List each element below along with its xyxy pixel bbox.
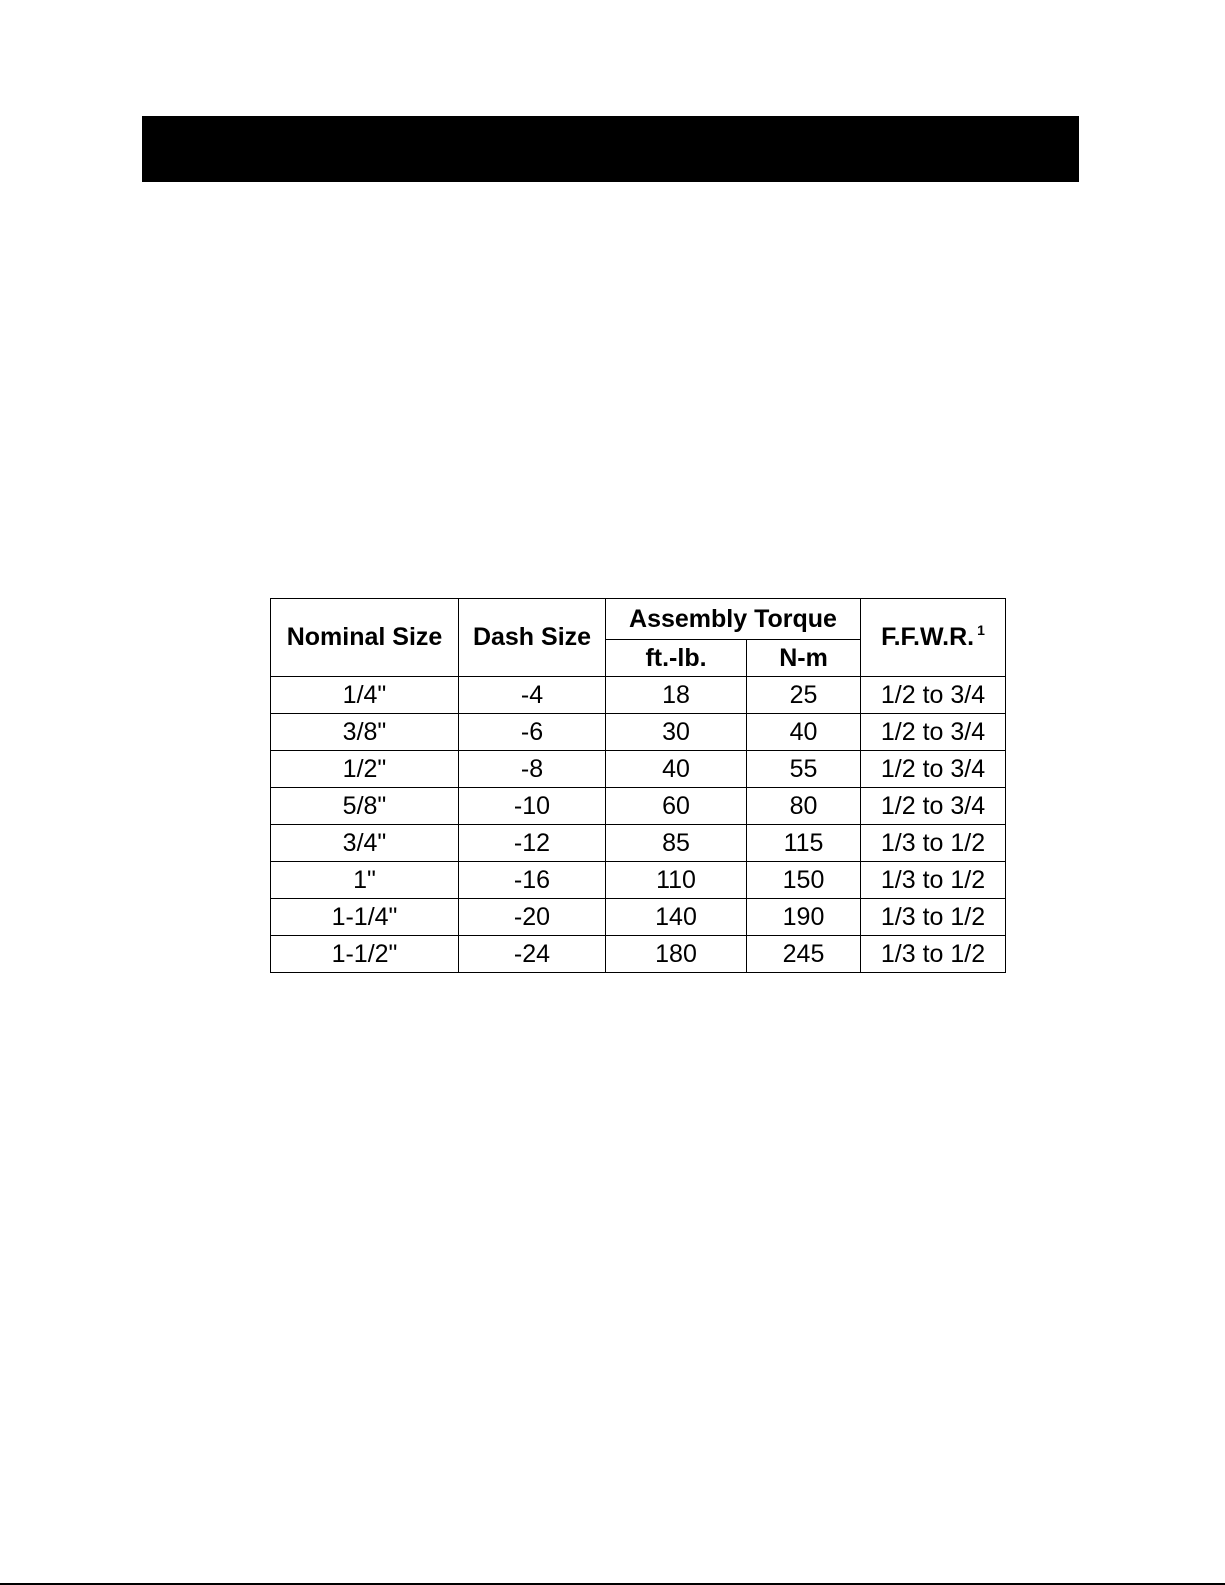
cell-dash: -10 xyxy=(459,788,606,825)
cell-dash: -6 xyxy=(459,714,606,751)
cell-dash: -16 xyxy=(459,862,606,899)
cell-ffwr: 1/2 to 3/4 xyxy=(861,677,1006,714)
table-row xyxy=(271,677,1006,714)
header-ft-lb: ft.-lb. xyxy=(606,640,747,677)
cell-n-m: 55 xyxy=(747,751,861,788)
cell-ffwr: 1/2 to 3/4 xyxy=(861,751,1006,788)
cell-ft-lb: 40 xyxy=(606,751,747,788)
cell-ft-lb: 110 xyxy=(606,862,747,899)
cell-ffwr: 1/3 to 1/2 xyxy=(861,862,1006,899)
cell-ffwr: 1/2 to 3/4 xyxy=(861,714,1006,751)
table-row xyxy=(271,788,1006,825)
header-nominal-size: Nominal Size xyxy=(271,599,459,677)
cell-nominal: 3/4" xyxy=(271,825,459,862)
table-row xyxy=(271,825,1006,862)
cell-n-m: 245 xyxy=(747,936,861,973)
table-row xyxy=(271,936,1006,973)
table-row xyxy=(271,714,1006,751)
cell-dash: -24 xyxy=(459,936,606,973)
cell-n-m: 25 xyxy=(747,677,861,714)
header-assembly-torque: Assembly Torque xyxy=(606,599,861,640)
cell-nominal: 1-1/2" xyxy=(271,936,459,973)
cell-dash: -12 xyxy=(459,825,606,862)
cell-ft-lb: 140 xyxy=(606,899,747,936)
footnote-marker: 1 xyxy=(977,622,985,638)
cell-ffwr: 1/3 to 1/2 xyxy=(861,899,1006,936)
cell-ft-lb: 85 xyxy=(606,825,747,862)
cell-ft-lb: 18 xyxy=(606,677,747,714)
cell-ft-lb: 60 xyxy=(606,788,747,825)
header-bar xyxy=(142,116,1079,182)
table-row xyxy=(271,899,1006,936)
cell-ft-lb: 30 xyxy=(606,714,747,751)
cell-dash: -20 xyxy=(459,899,606,936)
cell-n-m: 150 xyxy=(747,862,861,899)
cell-n-m: 115 xyxy=(747,825,861,862)
cell-nominal: 1-1/4" xyxy=(271,899,459,936)
cell-ffwr: 1/2 to 3/4 xyxy=(861,788,1006,825)
cell-n-m: 80 xyxy=(747,788,861,825)
table-row xyxy=(271,751,1006,788)
cell-n-m: 40 xyxy=(747,714,861,751)
cell-dash: -4 xyxy=(459,677,606,714)
cell-nominal: 1/4" xyxy=(271,677,459,714)
cell-ft-lb: 180 xyxy=(606,936,747,973)
table-row xyxy=(271,862,1006,899)
cell-nominal: 1" xyxy=(271,862,459,899)
cell-nominal: 1/2" xyxy=(271,751,459,788)
header-dash-size: Dash Size xyxy=(459,599,606,677)
cell-ffwr: 1/3 to 1/2 xyxy=(861,936,1006,973)
header-ffwr-label: F.F.W.R. xyxy=(881,623,975,651)
header-ffwr xyxy=(861,599,1006,677)
cell-nominal: 5/8" xyxy=(271,788,459,825)
cell-ffwr: 1/3 to 1/2 xyxy=(861,825,1006,862)
cell-nominal: 3/8" xyxy=(271,714,459,751)
cell-n-m: 190 xyxy=(747,899,861,936)
cell-dash: -8 xyxy=(459,751,606,788)
header-row xyxy=(271,599,1006,640)
header-n-m: N-m xyxy=(747,640,861,677)
torque-table xyxy=(270,598,1006,973)
